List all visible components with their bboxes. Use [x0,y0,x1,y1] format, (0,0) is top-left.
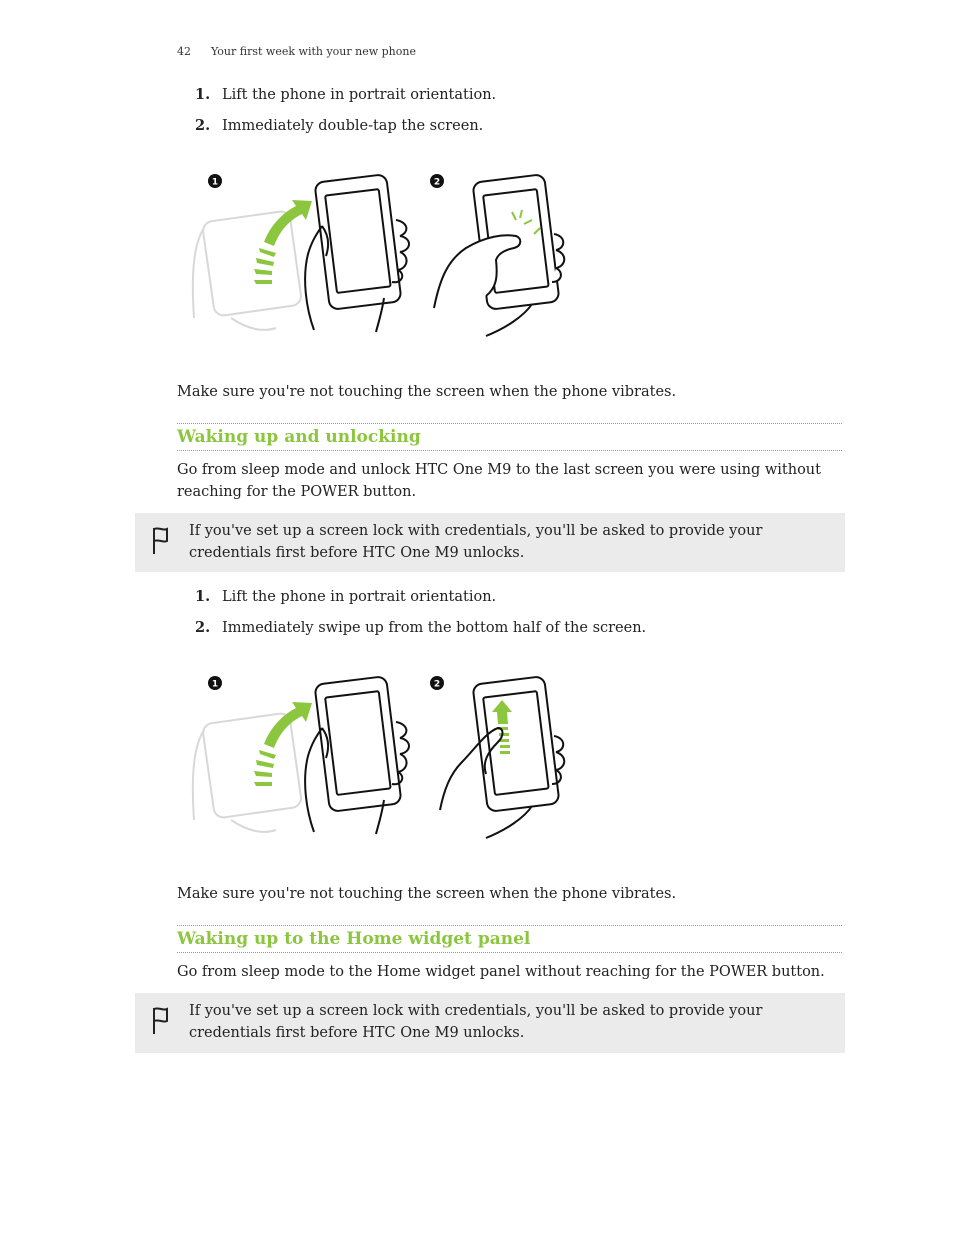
page-number: 42 [177,45,191,58]
list-item: 1. Lift the phone in portrait orientation. [195,588,497,605]
steps-list-b [195,588,646,650]
chapter-title: Your first week with your new phone [211,45,416,58]
note-text: If you've set up a screen lock with credentials, you'll be asked to provide your credentials first before HTC One M9 unlocks. [189,1003,763,1041]
running-header [177,45,416,58]
ghost-phone [193,712,302,832]
note-text: If you've set up a screen lock with credentials, you'll be asked to provide your credentials first before HTC One M9 unlocks. [189,523,763,561]
flag-icon [151,1006,169,1036]
list-item: 1. Lift the phone in portrait orientation. [195,86,497,103]
section-2-body: Go from sleep mode to the Home widget panel without reaching for the POWER button. [177,964,825,980]
phone-2 [472,676,559,812]
section-title-waking-unlocking: Waking up and unlocking [177,423,842,451]
list-item: 2. Immediately double-tap the screen. [195,117,484,134]
note-box [135,993,845,1053]
svg-text:1: 1 [211,177,219,188]
step-badge-2 [430,676,444,690]
caption-a: Make sure you're not touching the screen when the phone vibrates. [177,384,677,400]
step-badge-2 [430,174,444,188]
section-title-home-widget: Waking up to the Home widget panel [177,925,842,953]
ghost-phone [193,210,302,330]
section-1-body: Go from sleep mode and unlock HTC One M9 to the last screen you were using without reaching for the POWER button. [177,462,821,500]
figure-double-tap [186,168,586,348]
figure-swipe-up [186,670,586,850]
note-box [135,513,845,572]
list-item: 2. Immediately swipe up from the bottom half of the screen. [195,619,647,636]
caption-b: Make sure you're not touching the screen when the phone vibrates. [177,886,677,902]
flag-icon [151,526,169,556]
step-badge-1 [208,676,222,690]
svg-text:2: 2 [433,679,441,690]
step-badge-1 [208,174,222,188]
svg-text:1: 1 [211,679,219,690]
svg-text:2: 2 [433,177,441,188]
steps-list-a [195,86,496,148]
